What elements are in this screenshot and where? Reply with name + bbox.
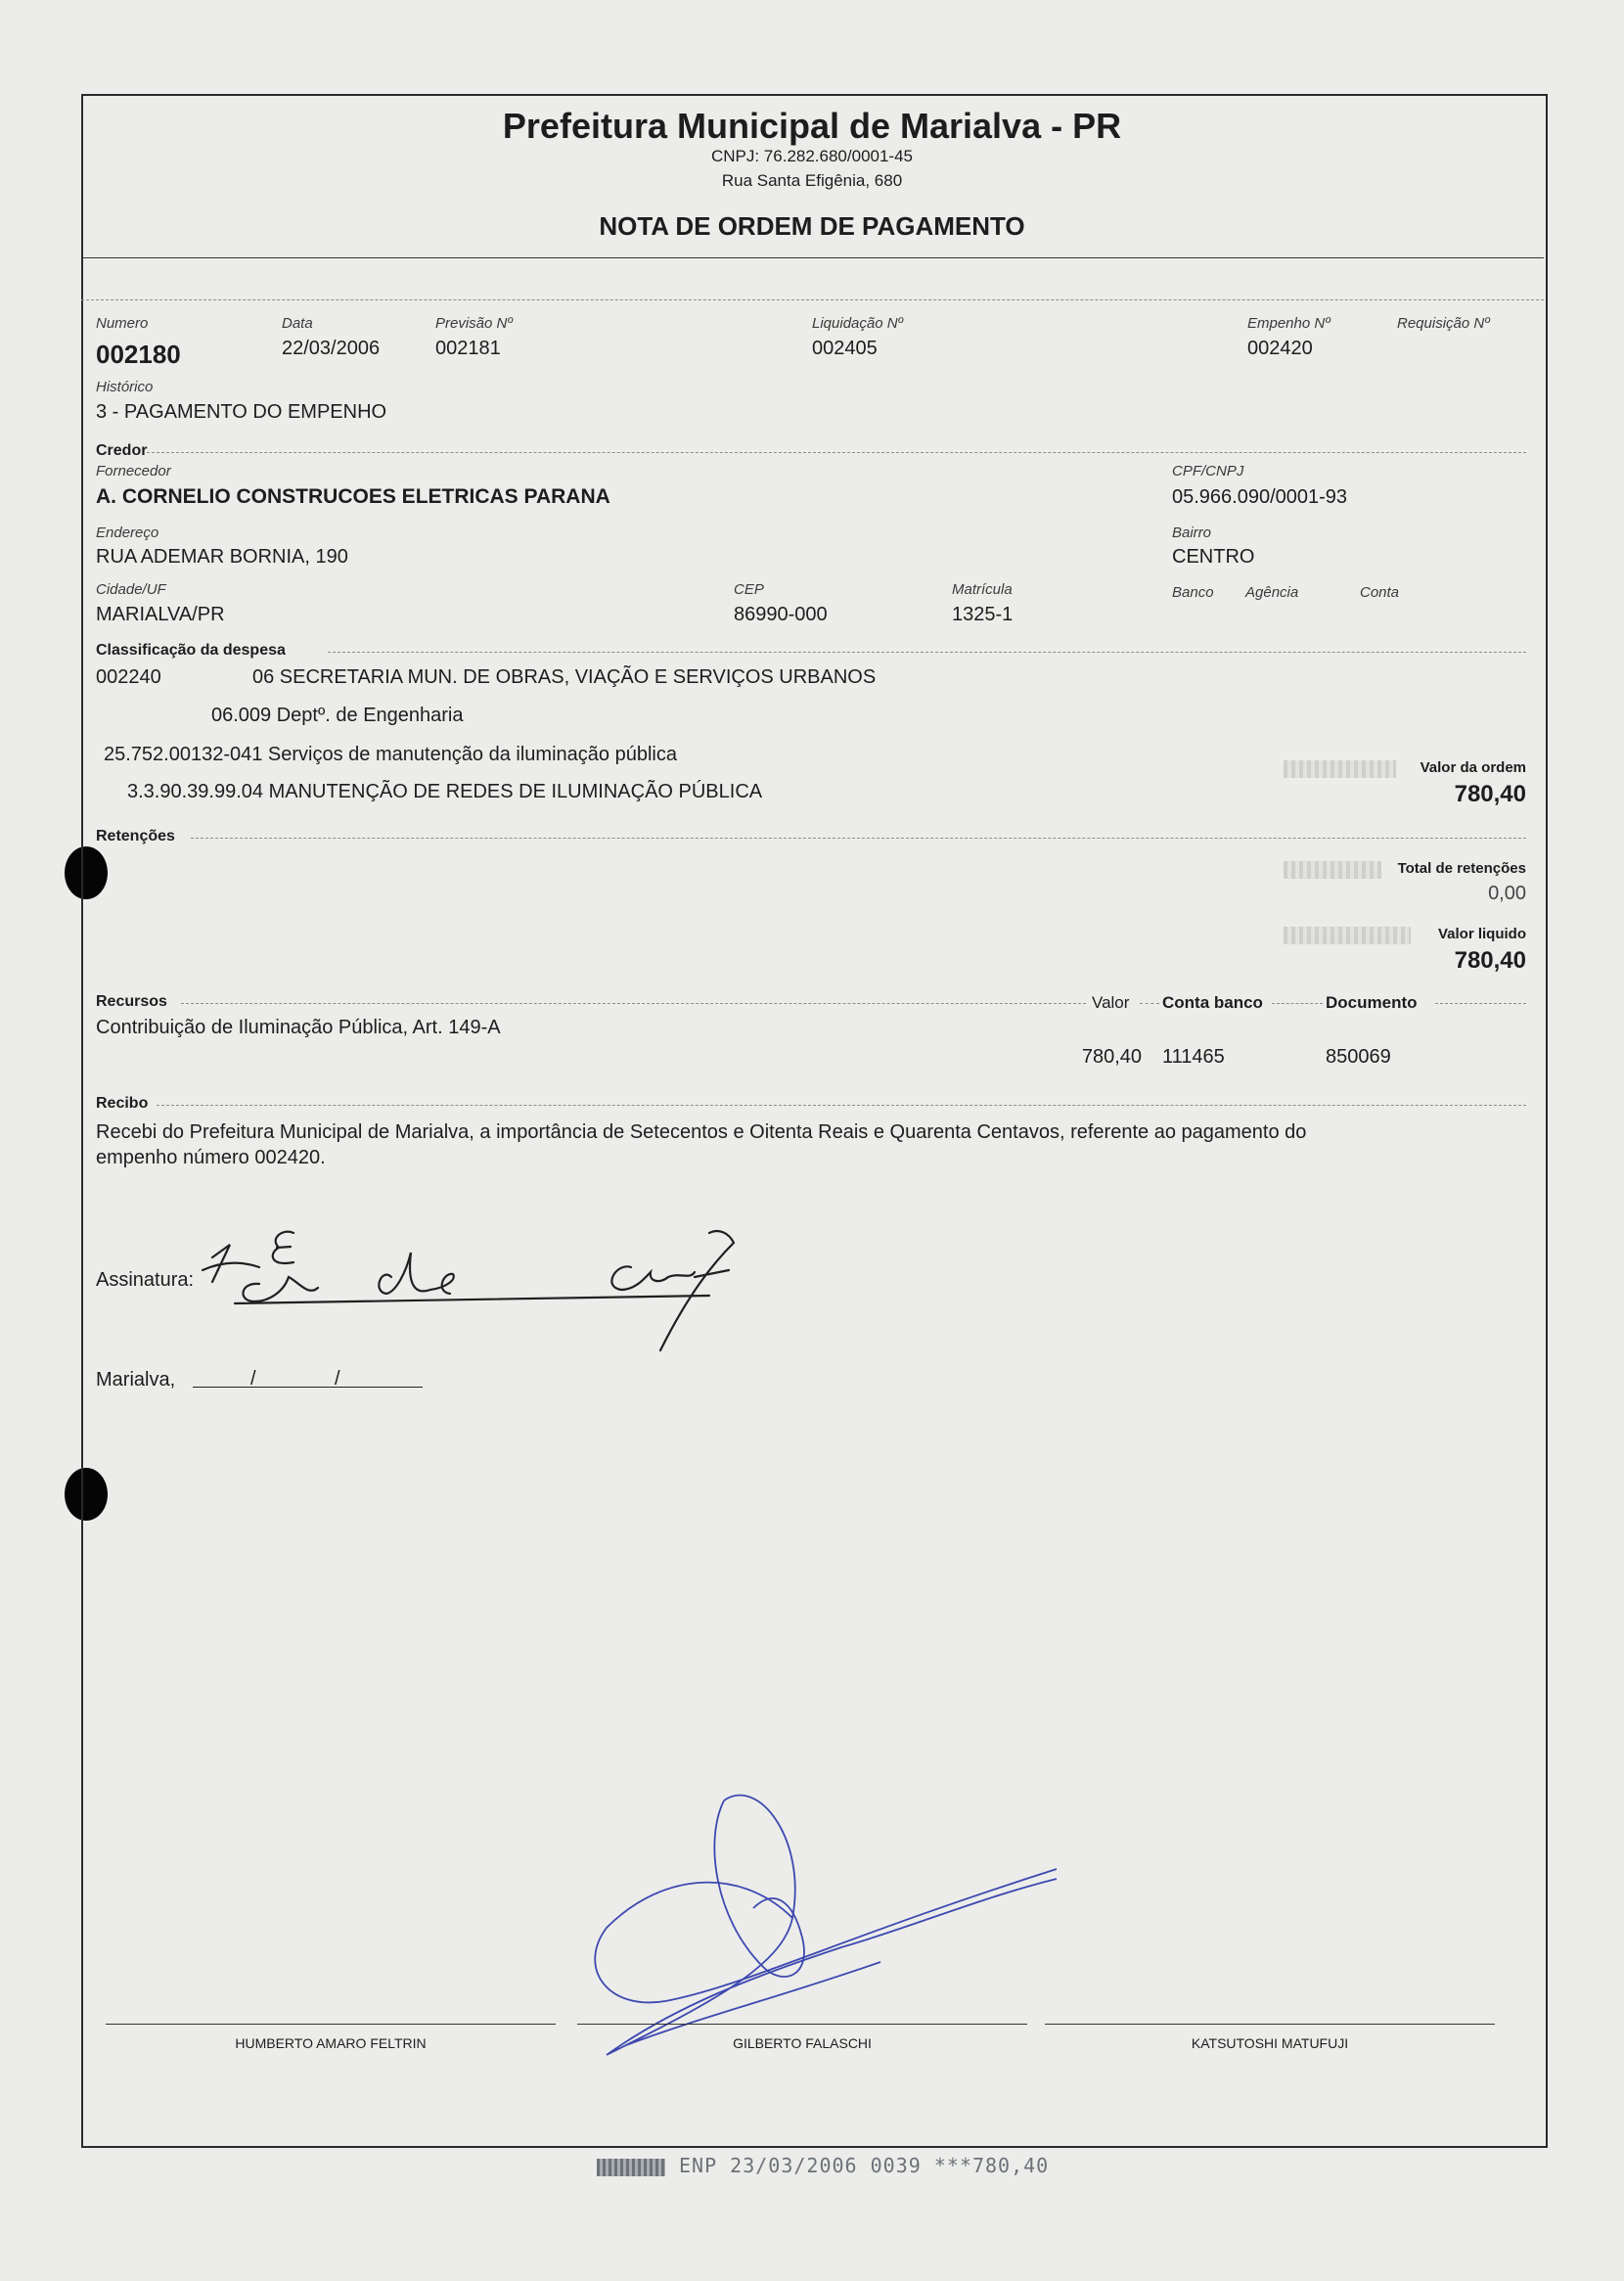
recursos-col-conta: Conta banco [1162, 993, 1263, 1012]
valor-ordem-label: Valor da ordem [1420, 759, 1526, 776]
agencia-label: Agência [1245, 584, 1299, 601]
cpf-label: CPF/CNPJ [1172, 463, 1244, 479]
empenho-value: 002420 [1247, 338, 1313, 359]
classificacao-line1: 06 SECRETARIA MUN. DE OBRAS, VIAÇÃO E SERVIÇOS URBANOS [252, 666, 877, 688]
date-blank-line [193, 1387, 423, 1388]
fornecedor-value: A. CORNELIO CONSTRUCOES ELETRICAS PARANA [96, 485, 610, 508]
retencoes-value: 0,00 [1488, 883, 1526, 904]
credor-section: Credor [96, 442, 148, 459]
matricula-label: Matrícula [952, 581, 1013, 598]
recursos-divider [181, 1003, 1086, 1004]
document-title: NOTA DE ORDEM DE PAGAMENTO [599, 211, 1025, 241]
signatory-1: HUMBERTO AMARO FELTRIN [235, 2035, 427, 2051]
previsao-label: Previsão Nº [435, 315, 513, 332]
cep-label: CEP [734, 581, 764, 598]
recibo-text-line2: empenho número 002420. [96, 1147, 326, 1168]
recursos-valor: 780,40 [1081, 1046, 1142, 1068]
cnpj-line: CNPJ: 76.282.680/0001-45 [710, 147, 914, 165]
bank-stamp: ENP 23/03/2006 0039 ***780,40 [679, 2154, 1050, 2177]
signature-line-2 [577, 2024, 1027, 2025]
recursos-documento: 850069 [1326, 1046, 1391, 1068]
retencoes-divider [191, 838, 1526, 839]
classificacao-line4: 3.3.90.39.99.04 MANUTENÇÃO DE REDES DE ILUMINAÇÃO PÚBLICA [127, 781, 763, 802]
retencoes-section: Retenções [96, 828, 175, 844]
address-line: Rua Santa Efigênia, 680 [721, 171, 903, 190]
header-divider [81, 257, 1544, 258]
endereco-label: Endereço [96, 525, 159, 541]
cidade-label: Cidade/UF [96, 581, 166, 598]
previsao-value: 002181 [435, 338, 501, 359]
signatory-2: GILBERTO FALASCHI [733, 2035, 872, 2051]
assinatura-label: Assinatura: [96, 1269, 195, 1291]
fornecedor-label: Fornecedor [96, 463, 171, 479]
classificacao-line2: 06.009 Deptº. de Engenharia [211, 705, 464, 726]
recursos-conta: 111465 [1162, 1046, 1225, 1068]
cidade-value: MARIALVA/PR [96, 604, 225, 625]
header-divider-2 [81, 299, 1544, 300]
numero-label: Numero [96, 315, 149, 332]
recibo-divider [157, 1105, 1526, 1106]
cpf-value: 05.966.090/0001-93 [1172, 486, 1348, 508]
page-title: Prefeitura Municipal de Marialva - PR [502, 106, 1122, 146]
cep-value: 86990-000 [734, 604, 828, 625]
conta-label: Conta [1360, 584, 1400, 601]
recursos-divider-b [1140, 1003, 1159, 1004]
numero-value: 002180 [96, 340, 181, 369]
signature-line-1 [106, 2024, 556, 2025]
classificacao-section: Classificação da despesa [96, 642, 286, 659]
recursos-section: Recursos [96, 993, 167, 1010]
handwritten-signature [201, 1223, 788, 1370]
recibo-text-line1: Recebi do Prefeitura Municipal de Marialva, a importância de Setecentos e Oitenta Reais e Quarenta Centavos, referente ao pagamento do [96, 1121, 1307, 1143]
date-slash-2: / [335, 1368, 340, 1390]
recursos-col-documento: Documento [1326, 993, 1418, 1012]
bairro-label: Bairro [1172, 525, 1212, 541]
valor-liquido-label: Valor liquido [1437, 926, 1526, 942]
data-label: Data [282, 315, 313, 332]
requisicao-label: Requisição Nº [1397, 315, 1490, 332]
data-value: 22/03/2006 [282, 338, 381, 359]
signatory-3: KATSUTOSHI MATUFUJI [1191, 2035, 1349, 2051]
stamp-block-mark [597, 2159, 665, 2176]
endereco-value: RUA ADEMAR BORNIA, 190 [96, 546, 348, 568]
liquidacao-label: Liquidação Nº [812, 315, 904, 332]
empenho-label: Empenho Nº [1247, 315, 1331, 332]
liquidacao-value: 002405 [812, 338, 878, 359]
date-slash-1: / [250, 1368, 256, 1390]
recursos-divider-c [1272, 1003, 1323, 1004]
valor-ordem-value: 780,40 [1454, 781, 1526, 807]
valor-liquido-value: 780,40 [1454, 947, 1526, 974]
bairro-value: CENTRO [1172, 546, 1255, 568]
local-data-label: Marialva, [96, 1369, 176, 1391]
classificacao-line3: 25.752.00132-041 Serviços de manutenção da iluminação pública [104, 744, 677, 765]
historico-value: 3 - PAGAMENTO DO EMPENHO [96, 401, 387, 423]
matricula-value: 1325-1 [952, 604, 1014, 625]
credor-divider [147, 452, 1526, 453]
recursos-col-valor: Valor [1092, 993, 1130, 1012]
banco-label: Banco [1172, 584, 1214, 601]
retencoes-label: Total de retenções [1397, 860, 1526, 877]
recursos-description: Contribuição de Iluminação Pública, Art. 149-A [96, 1017, 501, 1038]
historico-label: Histórico [96, 379, 154, 395]
classificacao-divider [328, 652, 1526, 653]
classificacao-code: 002240 [96, 666, 161, 688]
signature-line-3 [1045, 2024, 1495, 2025]
recibo-section: Recibo [96, 1095, 149, 1112]
blue-ink-signature [587, 1781, 1076, 2075]
recursos-divider-d [1435, 1003, 1526, 1004]
